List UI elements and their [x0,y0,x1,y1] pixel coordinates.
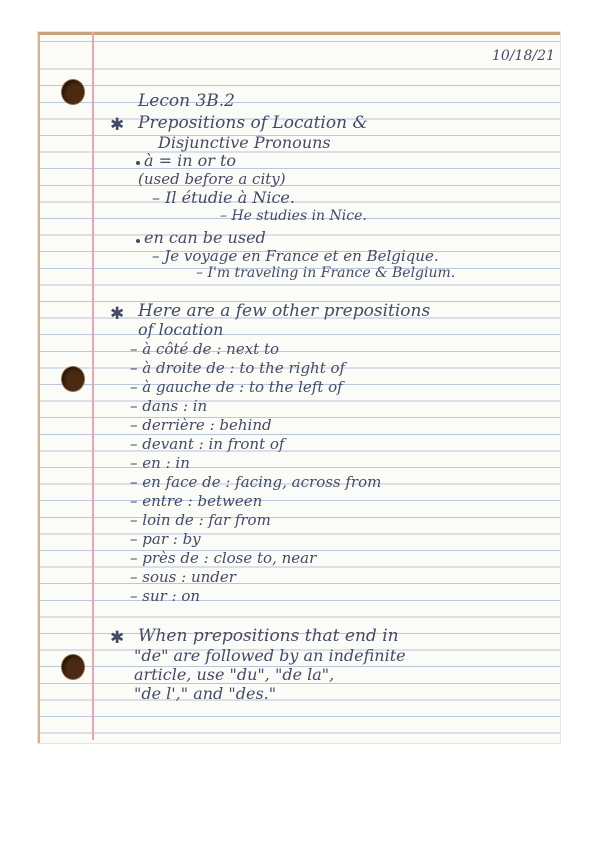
section3-line2: "de" are followed by an indefinite [134,646,406,665]
section3-line4: "de l'," and "des." [134,684,277,703]
preposition-item: – sous : under [130,568,236,586]
section1-example1-translation: – He studies in Nice. [220,208,367,224]
section3-line3: article, use "du", "de la", [134,665,335,684]
date: 10/18/21 [492,48,555,64]
binder-hole-top [62,80,84,104]
preposition-item: – à côté de : next to [130,340,280,358]
section1-point1: à = in or to [144,151,237,170]
preposition-item: – près de : close to, near [130,549,317,567]
section1-point1-note: (used before a city) [138,170,286,188]
asterisk-2: ✱ [110,304,125,324]
preposition-item: – dans : in [130,397,208,415]
preposition-item: – par : by [130,530,201,548]
section2-heading-line1: Here are a few other prepositions [138,301,431,321]
preposition-item: – loin de : far from [130,511,271,529]
preposition-item: – sur : on [130,587,201,605]
asterisk-3: ✱ [110,628,125,648]
preposition-item: – devant : in front of [130,435,285,453]
margin-line [92,32,94,740]
section1-point2: en can be used [144,228,266,247]
preposition-item: – en face de : facing, across from [130,473,382,491]
bullet-1 [136,161,140,165]
section1-heading-line1: Prepositions of Location & [138,113,368,133]
page-title: Lecon 3B.2 [138,91,235,111]
preposition-item: – en : in [130,454,190,472]
section1-example2: – Je voyage en France et en Belgique. [152,247,439,265]
section2-heading-line2: of location [138,320,224,339]
asterisk-1: ✱ [110,115,125,135]
preposition-item: – à droite de : to the right of [130,359,346,377]
preposition-item: – derrière : behind [130,416,272,434]
section1-example1: – Il étudie à Nice. [152,188,295,207]
section3-line1: When prepositions that end in [138,626,399,646]
preposition-item: – à gauche de : to the left of [130,378,343,396]
binder-hole-middle [62,367,84,391]
section1-example2-translation: – I'm traveling in France & Belgium. [196,265,456,281]
section1-heading-line2: Disjunctive Pronouns [158,133,331,152]
preposition-item: – entre : between [130,492,263,510]
bullet-2 [136,239,140,243]
binder-hole-bottom [62,655,84,679]
